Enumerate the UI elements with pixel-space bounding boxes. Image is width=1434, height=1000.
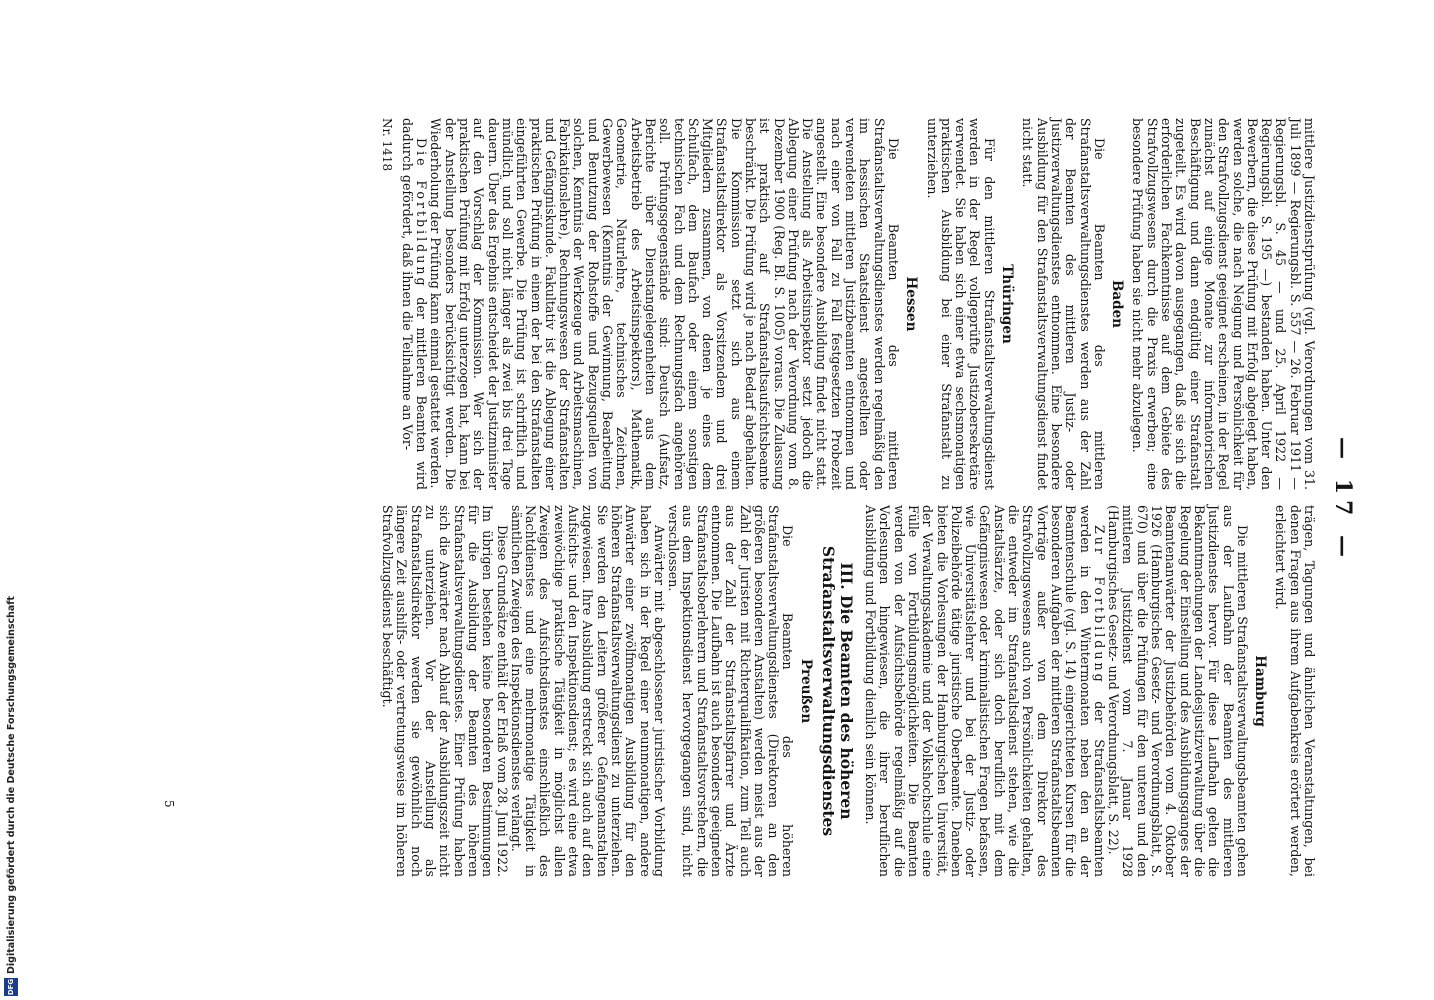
paragraph: Für den mittleren Strafanstaltsverwaltungsdienst werden in der Regel vollgeprüfte Justizobersekretäre verwendet. Sie haben sich einer etwa sechsmonatigen praktischen Ausbildung bei einer Strafanstalt zu unterziehen. (924, 118, 997, 490)
funding-text: Digitalisierung gefördert durch die Deutsche Forschungsgemeinschaft (6, 596, 17, 974)
print-number: Nr. 1418 (379, 118, 394, 172)
spaced-term: Die Fortbildung (414, 138, 430, 289)
paragraph: Die Beamten des höheren Strafanstaltsverwaltungsdienstes (Direktoren an den größeren besonderen Anstalten) werden meist aus der Zahl der Juristen mit Richterqualifikation, zum Teil auch aus der Zahl der Strafanstaltspfarrer und Ärzte entnommen. Die Laufbahn ist auch besonders geeigneten Strafanstaltsoberlehrern und Strafanstaltsvorstehern, die aus dem Inspektionsdienst hervorgegangen sind, nicht verschlossen. (666, 505, 796, 877)
dfg-logo-icon: DFG (4, 978, 18, 996)
page-number: — 17 — (1330, 437, 1356, 563)
heading-preussen: Preußen (797, 658, 814, 724)
section-heading-iii: III. Die Beamten des höheren Strafanstaltsverwaltungsdienstes (818, 545, 856, 837)
left-column (379, 118, 1316, 490)
heading-hamburg: Hamburg (1252, 655, 1269, 727)
paragraph-text: der mittleren Beamten wird dadurch gefördert, daß ihnen die Teilnahme an Vor- (399, 118, 430, 490)
funding-note (0, 0, 26, 998)
paragraph: Die Beamten des mittleren Strafanstaltsverwaltungsdienstes werden regelmäßig den im hessischen Staatsdienst angestellten oder verwendeten mittleren Justizbeamten entnommen und nach einer von Fall zu Fall festgesetzten Probezeit angestellt. Eine besondere Ausbildung findet nicht statt. Die Anstellung als Arbeitsinspektor setzt jedoch die Ablegung einer Prüfung nach der Verordnung vom 8. Dezember 1900 (Reg. Bl. S. 1005) voraus. Die Zulassung ist praktisch auf Strafanstaltsaufsichtsbeamte beschränkt. Die Prüfung wird je nach Bedarf abgehalten. Die Kommission setzt sich aus einem Strafanstaltsdirektor als Vorsitzendem und drei Mitgliedern zusammen, von denen je eines dem Schulfach, dem Baufach oder einem sonstigen technischen Fach und dem Rechnungsfach angehören soll. Prüfungsgegenstände sind: Deutsch (Aufsatz, Berichte über Dienstangelegenheiten aus dem Arbeitsbetrieb des Arbeitsinspektors), Mathematik, Geometrie, Naturlehre, technisches Zeichnen, Gewerbewesen (Kenntnis der Gewinnung, Bearbeitung und Benutzung der Rohstoffe und Bezugsquellen von solchen, Kenntnis der Werkzeuge und Arbeitsmaschinen, Fabrikationslehre), Rechnungswesen der Strafanstalten und Gefängniskunde. Fakultativ ist die Ablegung einer praktischen Prüfung in einem der bei den Strafanstalten eingeführten Gewerbe. Die Prüfung ist schriftlich und mündlich und soll nicht länger als zwei bis drei Tage dauern. Über das Ergebnis entscheidet der Justizminister auf den Vorschlag der Kommission. Wer sich der praktischen Prüfung mit Erfolg unterzogen hat, kann bei der Anstellung besonders berücksichtigt werden. Die Wiederholung der Prüfung kann einmal gestattet werden. (428, 118, 901, 490)
right-column (380, 505, 1316, 877)
paragraph: Die Beamten des mittleren Strafanstaltsverwaltungsdienstes werden aus der Zahl der Beamten des mittleren Justiz- oder Justizverwaltungsdienstes entnommen. Eine besondere Ausbildung für den Strafanstaltsverwaltungsdienst findet nicht statt. (1020, 118, 1107, 490)
paragraph: Die mittleren Strafanstaltsverwaltungsbeamten gehen aus der Laufbahn der Beamten des mittleren Justizdienstes hervor. Für diese Laufbahn gelten die Bekanntmachungen der Landesjustizverwaltung über die Regelung der Einstellung und des Ausbildungsganges der Beamtenanwärter der Justizbehörden vom 4. Oktober 1926 (Hamburgisches Gesetz- und Verordnungsblatt, S. 670) und über die Prüfungen für den unteren und den mittleren Justizdienst vom 7. Januar 1928 (Hamburgisches Gesetz- und Verordnungsblatt, S. 22). (1106, 505, 1250, 877)
heading-thueringen: Thüringen (999, 264, 1016, 344)
paragraph: Anwärter mit abgeschlossener juristischer Vorbildung haben sich in der Regel einer neunmonatigen, andere Anwärter einer zwölfmonatigen Ausbildung für den höheren Strafanstaltsverwaltungsdienst zu unterziehen. Sie werden den Leitern größerer Gefangenanstalten zugewiesen. Ihre Ausbildung erstreckt sich auch auf den Aufsichts- und den Inspektionsdienst; es wird eine etwa zweiwöchige praktische Tätigkeit in möglichst allen Zweigen des Aufsichtsdienstes einschließlich des Nachtdienstes und eine mehrmonatige Tätigkeit in sämtlichen Zweigen des Inspektionsdienstes verlangt. (508, 505, 667, 877)
paragraph-text: der Strafanstaltsbeamten werden in den Wintermonaten neben den an der Beamtenschule (vgl. S. 14) eingerichteten Kursen für die besonderen Aufgaben der mittleren Strafanstaltsbeamten Vorträge außer von dem Direktor des Strafvollzugswesens auch von Persönlichkeiten gehalten, die entweder im Strafanstaltsdienst stehen, wie die Anstaltsärzte, oder sich doch beruflich mit dem Gefängniswesen oder kriminalistischen Fragen befassen, wie Universitätslehrer und bei der Justiz- oder Polizeibehörde tätige juristische Oberbeamte. Daneben bieten die Vorlesungen der Hamburgischen Universität, der Verwaltungsakademie und der Volkshochschule eine Fülle von Fortbildungsmöglichkeiten. Die Beamten werden von der Aufsichtsbehörde regelmäßig auf die Vorlesungen hingewiesen, die ihrer beruflichen Ausbildung und Fortbildung dienlich sein können. (863, 505, 1107, 877)
heading-baden: Baden (1109, 279, 1126, 328)
heading-hessen: Hessen (903, 276, 920, 332)
paragraph: mittlere Justizdienstprüfung (vgl. Verordnungen vom 31. Juli 1899 — Regierungsbl. S. 557 — 26. Februar 1911 — Regierungsbl. S. 45 — und 25. April 1922 — Regierungsbl. S. 195 —) bestanden haben. Unter den Bewerbern, die diese Prüfung mit Erfolg abgelegt haben, werden solche, die nach Neigung und Persönlichkeit für den Strafvollzugsdienst geeignet erscheinen, in der Regel zunächst auf einige Monate zur informatorischen Beschäftigung und dann endgültig einer Strafanstalt zugeteilt. Es wird davon ausgegangen, daß sie sich die erforderlichen Fachkenntnisse auf dem Gebiete des Strafvollzugswesens durch die Praxis erwerben; eine besondere Prüfung haben sie nicht mehr abzulegen. (1130, 118, 1317, 490)
footer-number: 5 (162, 800, 176, 808)
spaced-term: Zur Fortbildung (1091, 525, 1107, 685)
paragraph: Diese Grundsätze enthält der Erlaß vom 28. Juni 1922. Im übrigen bestehen keine besonderen Bestimmungen für die Ausbildung der Beamten des höheren Strafanstaltsverwaltungsdienstes. Einer Prüfung haben sich die Anwärter nach Ablauf der Ausbildungszeit nicht zu unterziehen. Vor der Anstellung als Strafanstaltsdirektor werden sie gewöhnlich noch längere Zeit aushilfs- oder vertretungsweise im höheren Strafvollzugsdienst beschäftigt. (380, 505, 510, 877)
paragraph (400, 118, 429, 490)
paragraph (863, 505, 1106, 877)
paragraph: trägen, Tagungen und ähnlichen Veranstaltungen, bei denen Fragen aus ihrem Aufgabenkreis erörtert werden, erleichtert wird. (1273, 505, 1317, 877)
